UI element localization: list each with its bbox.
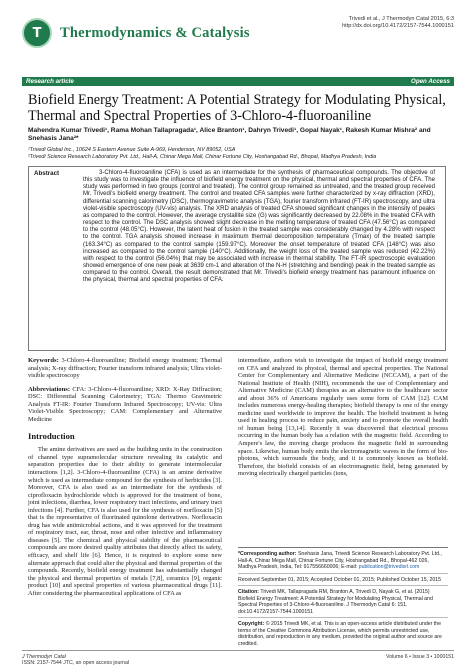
journal-logo-icon: T: [22, 18, 52, 48]
footer-journal-info: [22, 654, 129, 667]
article-type-band: [22, 77, 454, 86]
corresponding-text: Snehasis Jana, Trivedi Science Research Laboratory Pvt. Ltd., Hall-A, Chinar Mega Mall, Chinar Fortune City, Hoshangabad Rd., Bhopal-462 026, Madhya Pradesh, India, Tel: 917556660006; E-mail:: [238, 551, 442, 570]
citation-block: [342, 16, 454, 30]
abbreviations-text: CFA: 3-Chloro-4-fluoroaniline; XRD: X-Ray Diffraction; DSC: Differential Scanning Calorimetry; TGA: Thermo Gravimetric Analysis FT-IR: Fourier Transform Infrared Spectroscopy; UV-vis: Ultra Violet-Visible Spectroscopy; CAM: Complementary and Alternative Medicine: [28, 385, 222, 423]
copyright-label: Copyright:: [238, 621, 265, 627]
journal-name: Thermodynamics & Catalysis: [60, 24, 250, 41]
page-footer: [22, 650, 454, 667]
footer-volume: Volume 6 • Issue 3 • 1000151: [386, 654, 454, 660]
article-type-label: Research article: [26, 78, 74, 85]
introduction-heading: Introduction: [28, 431, 75, 442]
introduction-continued-text: intermediate, authors wish to investigate the impact of biofield energy treatment on CFA and analyzed its physical, thermal and spectral properties. The National Center for Complementary and Alternative Medicine (NCCAM), a part of the National Institute of Health (NIH), recommends the use of Complementary and Alternative Medicine (CAM) therapies as an alternative to the healthcare sector and about 36% of Americans regularly uses some form of CAM [12]. CAM includes numerous energy-healing therapies; biofield therapy is one of the energy medicine used worldwide to improve the health. The biofield treatment is being used in healing process to reduce pain, anxiety and to promote the overall health of human being [13,14]. Recently it was discovered that electrical process occurring in the human body has a relation with the magnetic field. According to Ampere's law, the moving charge produces the magnetic field in surrounding space. Likewise, human body emits the electromagnetic waves in the form of bio-photons, which surrounds the body, and it is commonly known as biofield. Therefore, the biofield consists of an electromagnetic field, being generated by moving electrically charged particles (ions,: [238, 357, 448, 478]
right-column: [238, 357, 448, 478]
footer-issn: ISSN: 2157-7544 JTC, an open access journal: [22, 660, 129, 667]
affiliation-1: ¹Trivedi Global Inc., 10624 S Eastern Avenue Suite A-969, Henderson, NV 89052, USA: [28, 147, 236, 153]
corresponding-label: *Corresponding author:: [238, 551, 297, 557]
journal-header: [22, 12, 454, 62]
citation-note: [238, 586, 448, 618]
abbreviations-label: Abbreviations:: [28, 385, 71, 393]
citation-label: Citation:: [238, 589, 260, 595]
abstract-box: [28, 166, 446, 351]
abstract-label: Abstract: [34, 170, 60, 177]
keywords: [28, 357, 222, 380]
left-column: [28, 357, 222, 597]
keywords-label: Keywords:: [28, 357, 59, 364]
abbreviations: [28, 386, 222, 424]
copyright-text: © 2015 Trivedi MK, et al. This is an open-access article distributed under the terms of the Creative Commons Attribution License, which permits unrestricted use, distribution, and reproduction in any medium, provided the original author and source are credited.: [238, 621, 442, 647]
received-dates: Received September 01, 2015; Accepted October 01, 2015; Published October 15, 2015: [238, 574, 448, 587]
footnotes: [238, 547, 448, 649]
introduction-text: The amine derivatives are used as the building units in the construction of channel type supramolecular structure revealing its catalytic and separation properties due to their ability to generate intermolecular interactions [1,2]. 3-Chloro-4-fluoroaniline (CFA) is an amine derivative which is used as intermediate compound for the synthesis of herbicides [3]. Moreover, CFA is also used as an intermediate for the synthesis of ciprofloxacin hydrochloride which is approved for the treatment of bone, joint infections, diarrhea, lower respiratory tract infections, and urinary tract infections [4]. Further, CFA is also used for the synthesis of norfloxacin [5] that is the representative of fluorinated quinolone derivatives. Norfloxacin drug has wide antimicrobial actions, and it was approved for the treatment of respiratory tract, ear, throat, nose and other infective and inflammatory diseases [5]. The chemical and physical stability of the pharmaceutical compounds are more desired quality attributes that directly affect its safety, efficacy, and shelf life [6]. Hence, it is required to explore some new alternate approach that could alter the physical and thermal properties of the compounds. Recently, biofield energy treatment has substantially changed the physical and thermal properties of metals [7,8], ceramics [9], organic product [10] and spectral properties of various pharmaceutical drugs [11]. After considering the pharmaceutical applications of CFA as: [28, 446, 222, 597]
email-link[interactable]: publication@trivedisrl.com: [358, 564, 420, 570]
journal-logo[interactable]: [22, 18, 250, 48]
copyright-note: [238, 618, 448, 649]
corresponding-author-note: [238, 548, 448, 574]
article-title: Biofield Energy Treatment: A Potential Strategy for Modulating Physical, Thermal and Spectral Properties of 3-Chloro-4-fluoroaniline: [28, 92, 446, 124]
author-list: Mahendra Kumar Trivedi¹, Rama Mohan Tallapragada¹, Alice Branton¹, Dahryn Trivedi¹, Gopal Nayak¹, Rakesh Kumar Mishra² and Snehasis Jana²*: [28, 127, 431, 143]
citation-text: Trivedi MK, Tallapragada RM, Branton A, Trivedi D, Nayak G, et al. (2015) Biofield Energy Treatment: A Potential Strategy for Modulating Physical, Thermal and Spectral Properties of 3-Chloro-4-fluoroaniline. J Thermodyn Catal 6: 151. doi:10.4172/2157-7544.1000151: [238, 589, 433, 615]
citation-line: Trivedi et al., J Thermodyn Catal 2015, 6:3: [348, 16, 454, 22]
doi-link[interactable]: http://dx.doi.org/10.4172/2157-7544.1000151: [342, 23, 454, 29]
affiliations: [28, 147, 448, 161]
open-access-label: Open Access: [411, 78, 450, 85]
affiliation-2: ²Trivedi Science Research Laboratory Pvt. Ltd., Hall-A, Chinar Mega Mall, Chinar Fortune City, Hoshangabad Rd., Bhopal, Madhya Pradesh, India: [28, 154, 377, 161]
footer-journal: J Thermodyn Catal: [22, 654, 66, 660]
abstract-text: 3-Chloro-4-fluoroaniline (CFA) is used as an intermediate for the synthesis of pharmaceutical compounds. The objective of this study was to investigate the influence of biofield energy treatment on the physical, thermal and spectral properties of CFA. The study was performed in two groups (control and treated). The control group remained as untreated, and the treated group received Mr. Trivedi's biofield energy treatment. The control and treated CFA samples were further characterized by x-ray diffraction (XRD), differential scanning calorimetry (DSC), thermogravimetric analysis (TGA), fourier transform infrared (FT-IR) spectroscopy, and ultra violet-visible spectroscopy (UV-vis) analysis. The XRD analysis of treated CFA showed significant changes in the intensity of peaks as compared to the control. However, the average crystallite size (G) was significantly decreased by 22.08% in the treated CFA with respect to the control. The DSC analysis showed slight decrease in the melting temperature of treated CFA (47.56°C) as compared to the control (48.05°C). However, the latent heat of fusion in the treated sample was considerably changed by 4.28% with respect to the control. TGA analysis showed increase in maximum thermal decomposition temperature (Tmax) of the treated sample (163.34°C) as compared to the control sample (159.97°C). Moreover the onset temperature of treated CFA (148°C) was also increased as compared to the control sample (140°C). Additionally, the weight loss of the treated sample was reduced (42.22%) with respect to the control (56.04%) that may be associated with increase in thermal stability. The FT-IR spectroscopic evaluation showed emergence of one new peak at 3639 cm-1 and alteration of the N-H (stretching and bending) peak in the treated sample as compared to the control. Overall, the result demonstrated that Mr. Trivedi's biofield energy treatment has paramount influence on the physical, thermal and spectral properties of CFA.: [83, 170, 435, 284]
keywords-text: 3-Chloro-4-fluoroaniline; Biofield energy treatment; Thermal analysis; X-ray diffraction; Fourier transform infrared analysis; Ultra violet-visible spectroscopy: [28, 357, 222, 380]
